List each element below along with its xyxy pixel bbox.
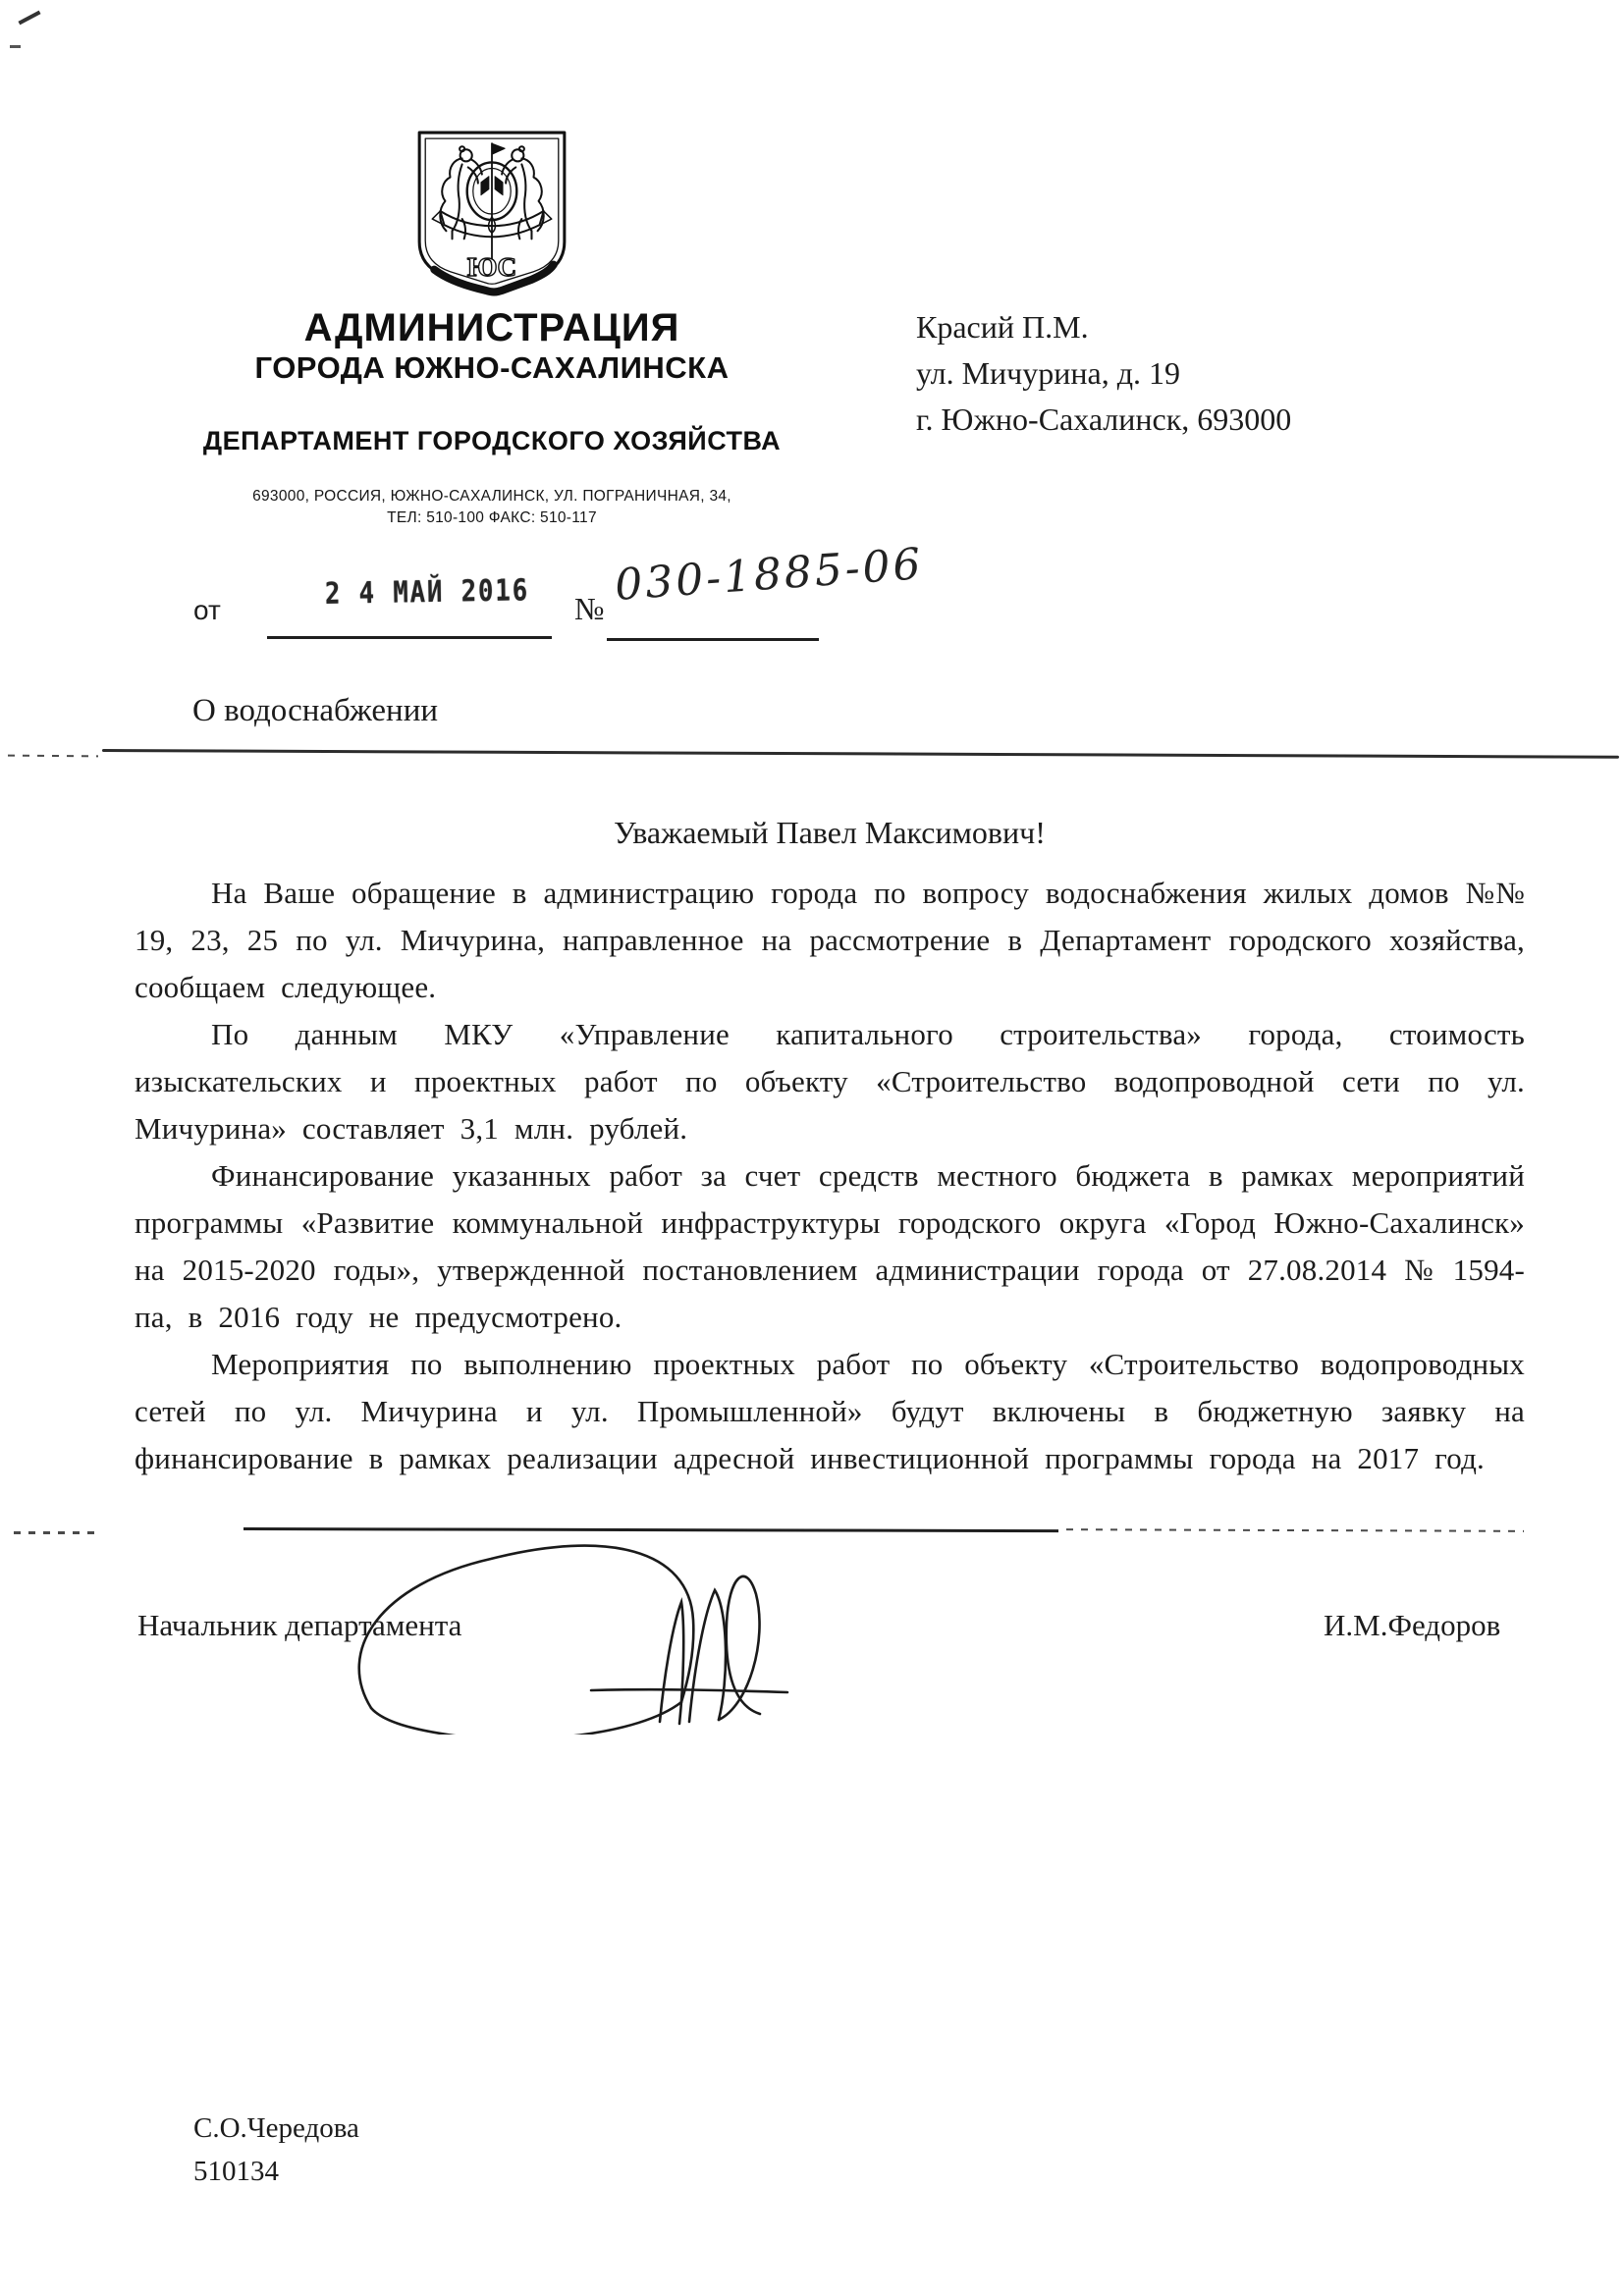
- salutation: Уважаемый Павел Максимович!: [614, 815, 1046, 850]
- recipient-block: [916, 304, 1466, 443]
- number-underline: [607, 638, 819, 641]
- body-paragraph: На Ваше обращение в администрацию города по вопросу водоснабжения жилых домов №№ 19, 23, 25 по ул. Мичурина, направленное на рассмотрение в Департамент городского хозяйства, сообщаем следующее.: [135, 876, 1525, 1004]
- coat-of-arms-icon: [412, 128, 571, 296]
- scan-artifact-line: [102, 749, 1619, 759]
- org-name-line2: ГОРОДА ЮЖНО-САХАЛИНСКА: [254, 350, 730, 385]
- scan-speck: [18, 11, 40, 26]
- letterhead-address: [137, 486, 846, 529]
- scan-artifact-line: [1066, 1528, 1524, 1532]
- scan-artifact-line: [8, 755, 98, 758]
- coat-monogram: ЮС: [466, 251, 517, 282]
- from-label: от: [193, 595, 221, 625]
- department-name: ДЕПАРТАМЕНТ ГОРОДСКОГО ХОЗЯЙСТВА: [202, 426, 782, 455]
- body-paragraph: По данным МКУ «Управление капитального строительства» города, стоимость изыскательских и проектных работ по объекту «Строительство водопроводной сети по ул. Мичурина» составляет 3,1 млн. рублей.: [135, 1017, 1525, 1146]
- body-paragraph: Мероприятия по выполнению проектных работ по объекту «Строительство водопроводных сетей по ул. Мичурина и ул. Промышленной» будут включены в бюджетную заявку на финансирование в рамках реализации адресной инвестиционной программы города на 2017 год.: [135, 1347, 1525, 1475]
- executor-block: [193, 2107, 359, 2193]
- scan-speck: [10, 45, 21, 48]
- org-name-line1: АДМИНИСТРАЦИЯ: [303, 306, 680, 349]
- handwritten-number: 030-1885-06: [613, 539, 926, 611]
- letter-body: [135, 870, 1525, 1482]
- recipient-address-line2: г. Южно-Сахалинск, 693000: [916, 401, 1292, 437]
- executor-phone: 510134: [193, 2156, 279, 2187]
- handwritten-signature: [344, 1533, 805, 1735]
- body-paragraph: Финансирование указанных работ за счет средств местного бюджета в рамках мероприятий программы «Развитие коммунальной инфраструктуры городского округа «Город Южно-Сахалинск» на 2015-2020 годы», утвержденной постановлением администрации города от 27.08.2014 № 1594-па, в 2016 году не предусмотрено.: [135, 1158, 1525, 1334]
- letterhead-address-line2: ТЕЛ: 510-100 ФАКС: 510-117: [387, 509, 597, 526]
- subject-line: О водоснабжении: [192, 693, 439, 728]
- executor-name: С.О.Чередова: [193, 2112, 359, 2144]
- scan-artifact-line: [14, 1531, 96, 1534]
- signer-title: Начальник департамента: [137, 1608, 462, 1642]
- recipient-name: Красий П.М.: [916, 309, 1089, 345]
- letterhead: [137, 128, 846, 529]
- number-label: №: [574, 591, 605, 626]
- scan-artifact-line: [243, 1527, 1058, 1532]
- signer-name: И.М.Федоров: [1324, 1608, 1501, 1642]
- date-underline: [267, 636, 552, 639]
- date-stamp: 2 4 МАЙ 2016: [324, 573, 530, 612]
- recipient-address-line1: ул. Мичурина, д. 19: [916, 355, 1180, 391]
- letterhead-address-line1: 693000, РОССИЯ, ЮЖНО-САХАЛИНСК, УЛ. ПОГРАНИЧНАЯ, 34,: [252, 488, 731, 505]
